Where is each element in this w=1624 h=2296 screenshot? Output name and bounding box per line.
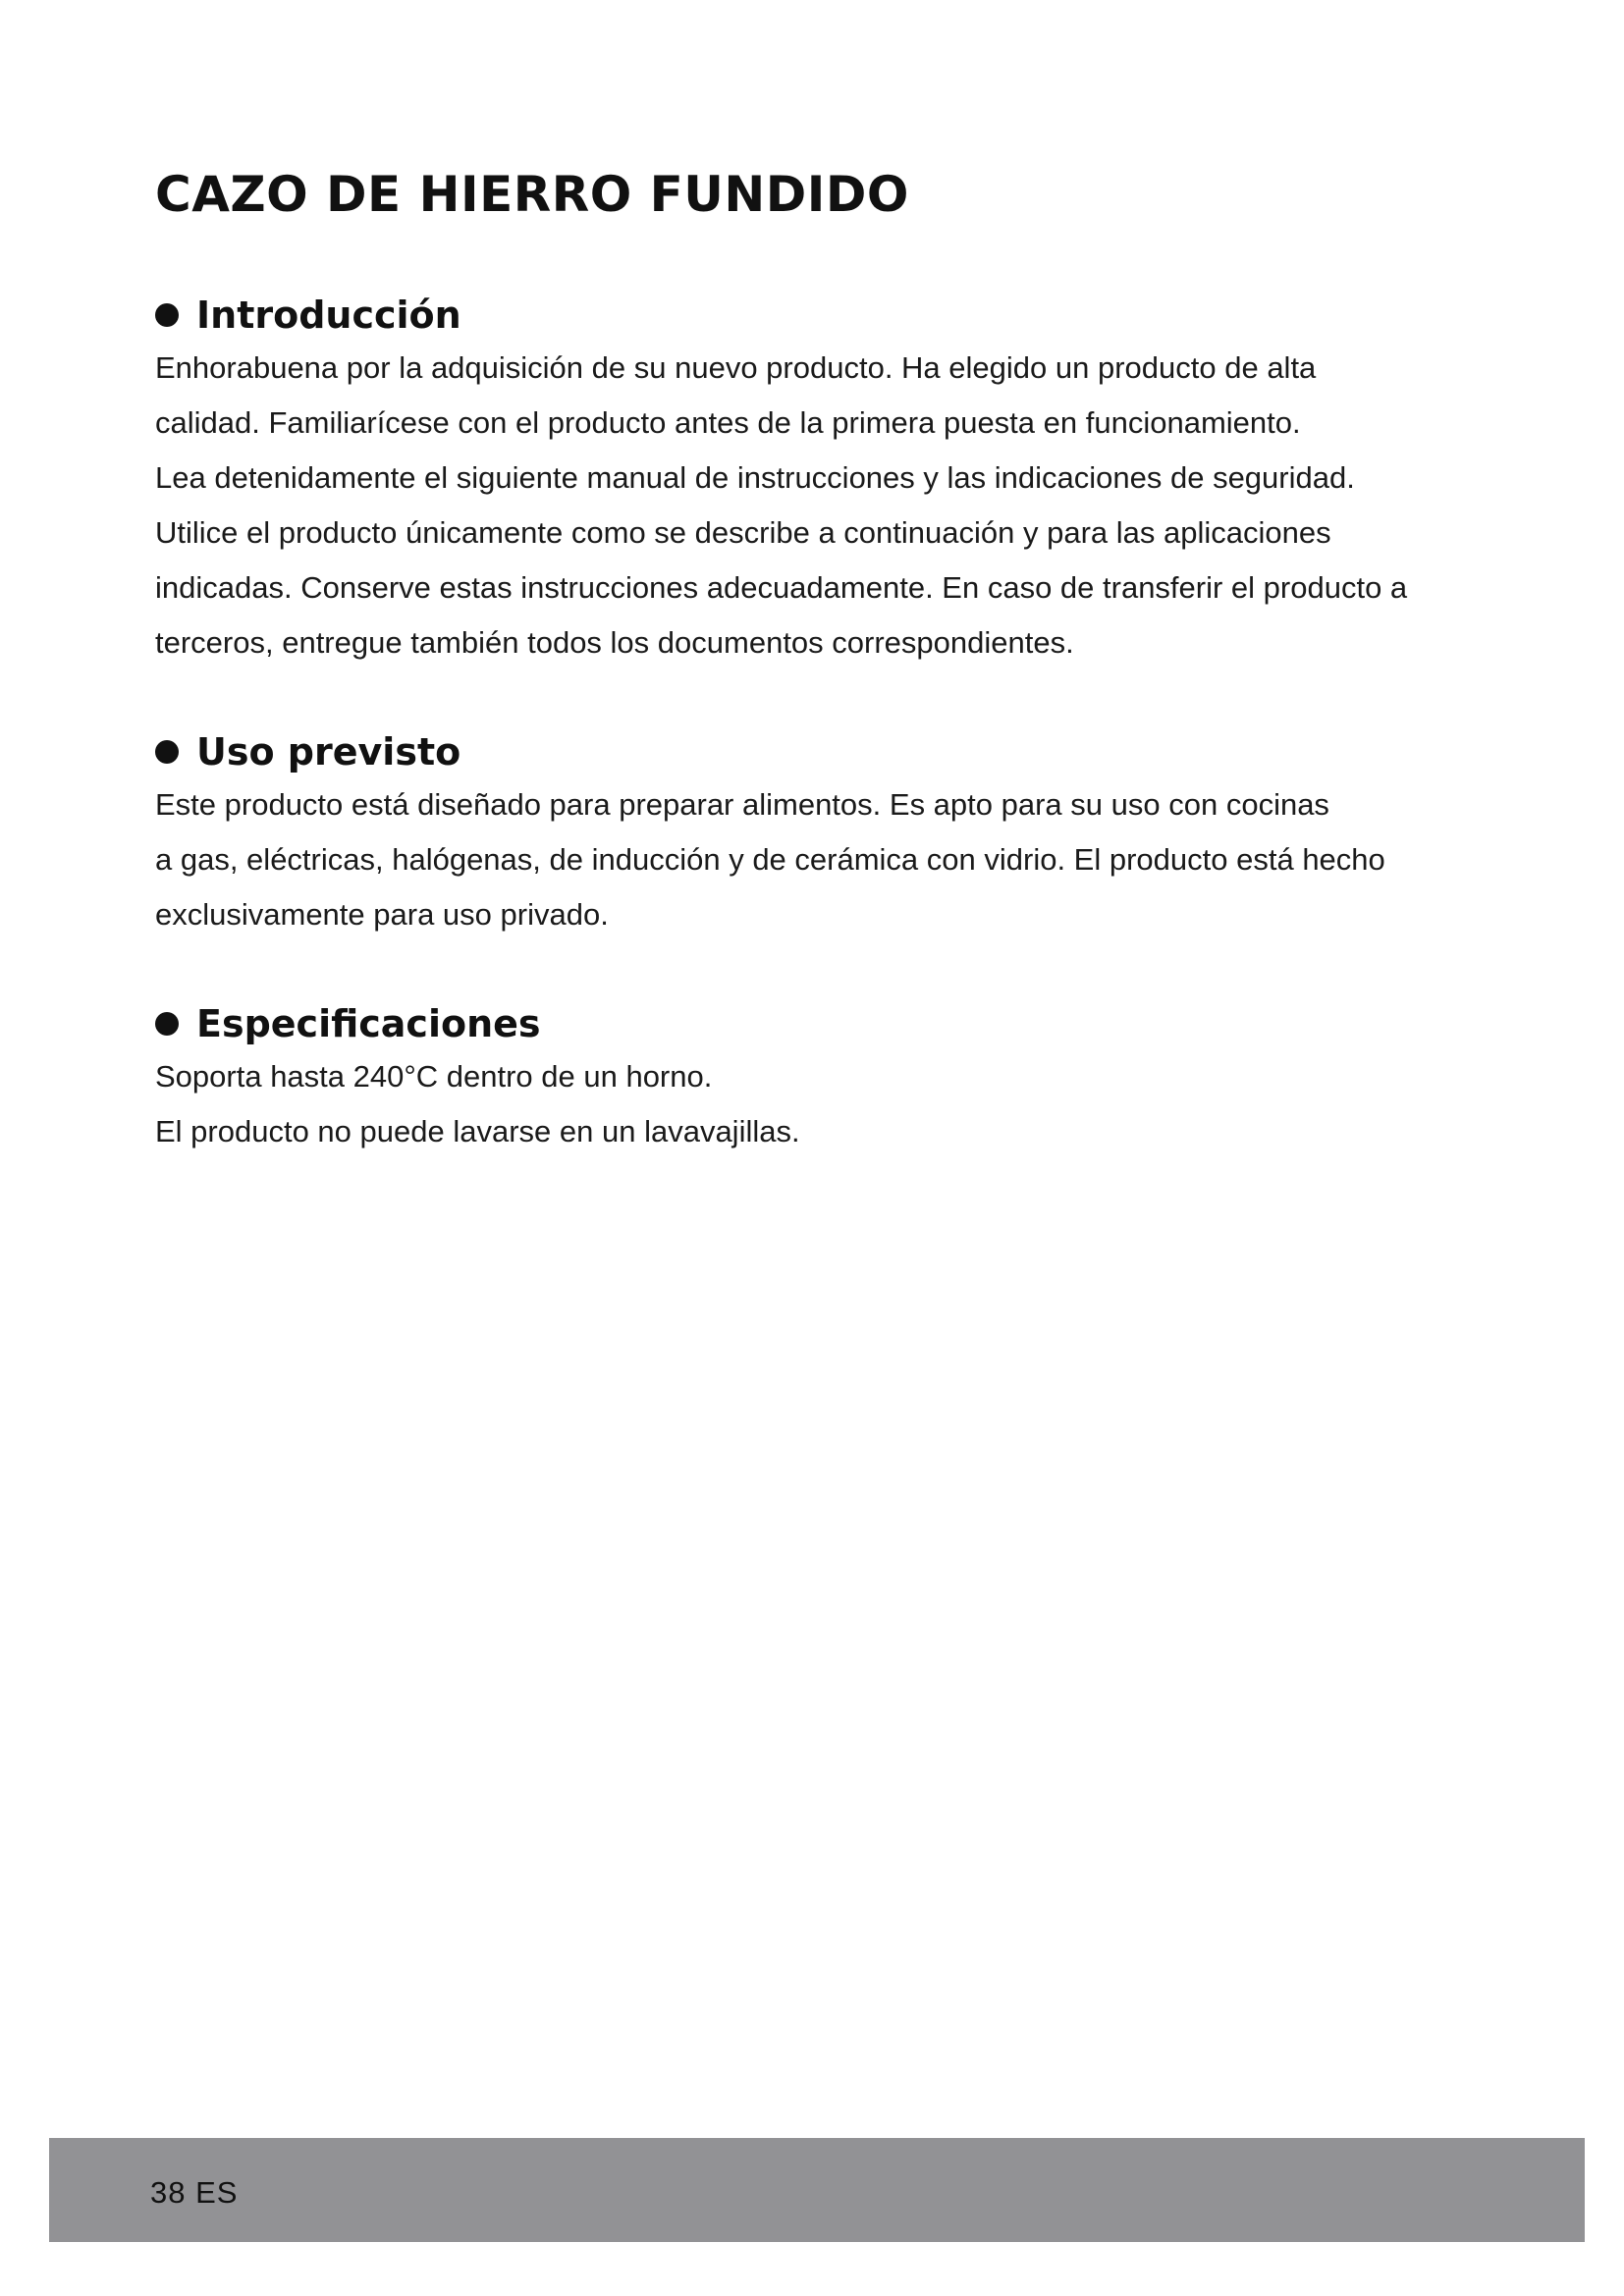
paragraph-line: a gas, eléctricas, halógenas, de inducción y de cerámica con vidrio. El producto está hecho xyxy=(155,842,1385,877)
paragraph-line: El producto no puede lavarse en un lavavajillas. xyxy=(155,1114,800,1148)
section-introduccion xyxy=(155,290,1471,670)
paragraph-line: Lea detenidamente el siguiente manual de instrucciones y las indicaciones de seguridad. xyxy=(155,460,1355,495)
paragraph-line: terceros, entregue también todos los documentos correspondientes. xyxy=(155,625,1074,660)
section-uso-previsto xyxy=(155,726,1471,942)
section-heading-label: Especificaciones xyxy=(196,1002,541,1045)
paragraph-line: Este producto está diseñado para preparar alimentos. Es apto para su uso con cocinas xyxy=(155,787,1329,822)
section-heading xyxy=(155,290,1471,341)
section-especificaciones xyxy=(155,998,1471,1159)
footer-bar xyxy=(49,2138,1585,2242)
section-heading xyxy=(155,998,1471,1049)
paragraph-line: indicadas. Conserve estas instrucciones adecuadamente. En caso de transferir el producto a xyxy=(155,570,1408,605)
bullet-icon xyxy=(155,303,179,327)
section-heading-label: Uso previsto xyxy=(196,730,461,774)
paragraph-line: Soporta hasta 240°C dentro de un horno. xyxy=(155,1059,713,1094)
bullet-icon xyxy=(155,740,179,764)
section-heading xyxy=(155,726,1471,777)
paragraph-line: Utilice el producto únicamente como se describe a continuación y para las aplicaciones xyxy=(155,515,1331,550)
page-number-label: 38 ES xyxy=(150,2175,239,2210)
paragraph-line: calidad. Familiarícese con el producto antes de la primera puesta en funcionamiento. xyxy=(155,405,1301,440)
paragraph-line: exclusivamente para uso privado. xyxy=(155,897,609,932)
page-title: CAZO DE HIERRO FUNDIDO xyxy=(155,166,909,223)
paragraph-line: Enhorabuena por la adquisición de su nuevo producto. Ha elegido un producto de alta xyxy=(155,350,1317,385)
bullet-icon xyxy=(155,1012,179,1036)
section-heading-label: Introducción xyxy=(196,294,461,337)
